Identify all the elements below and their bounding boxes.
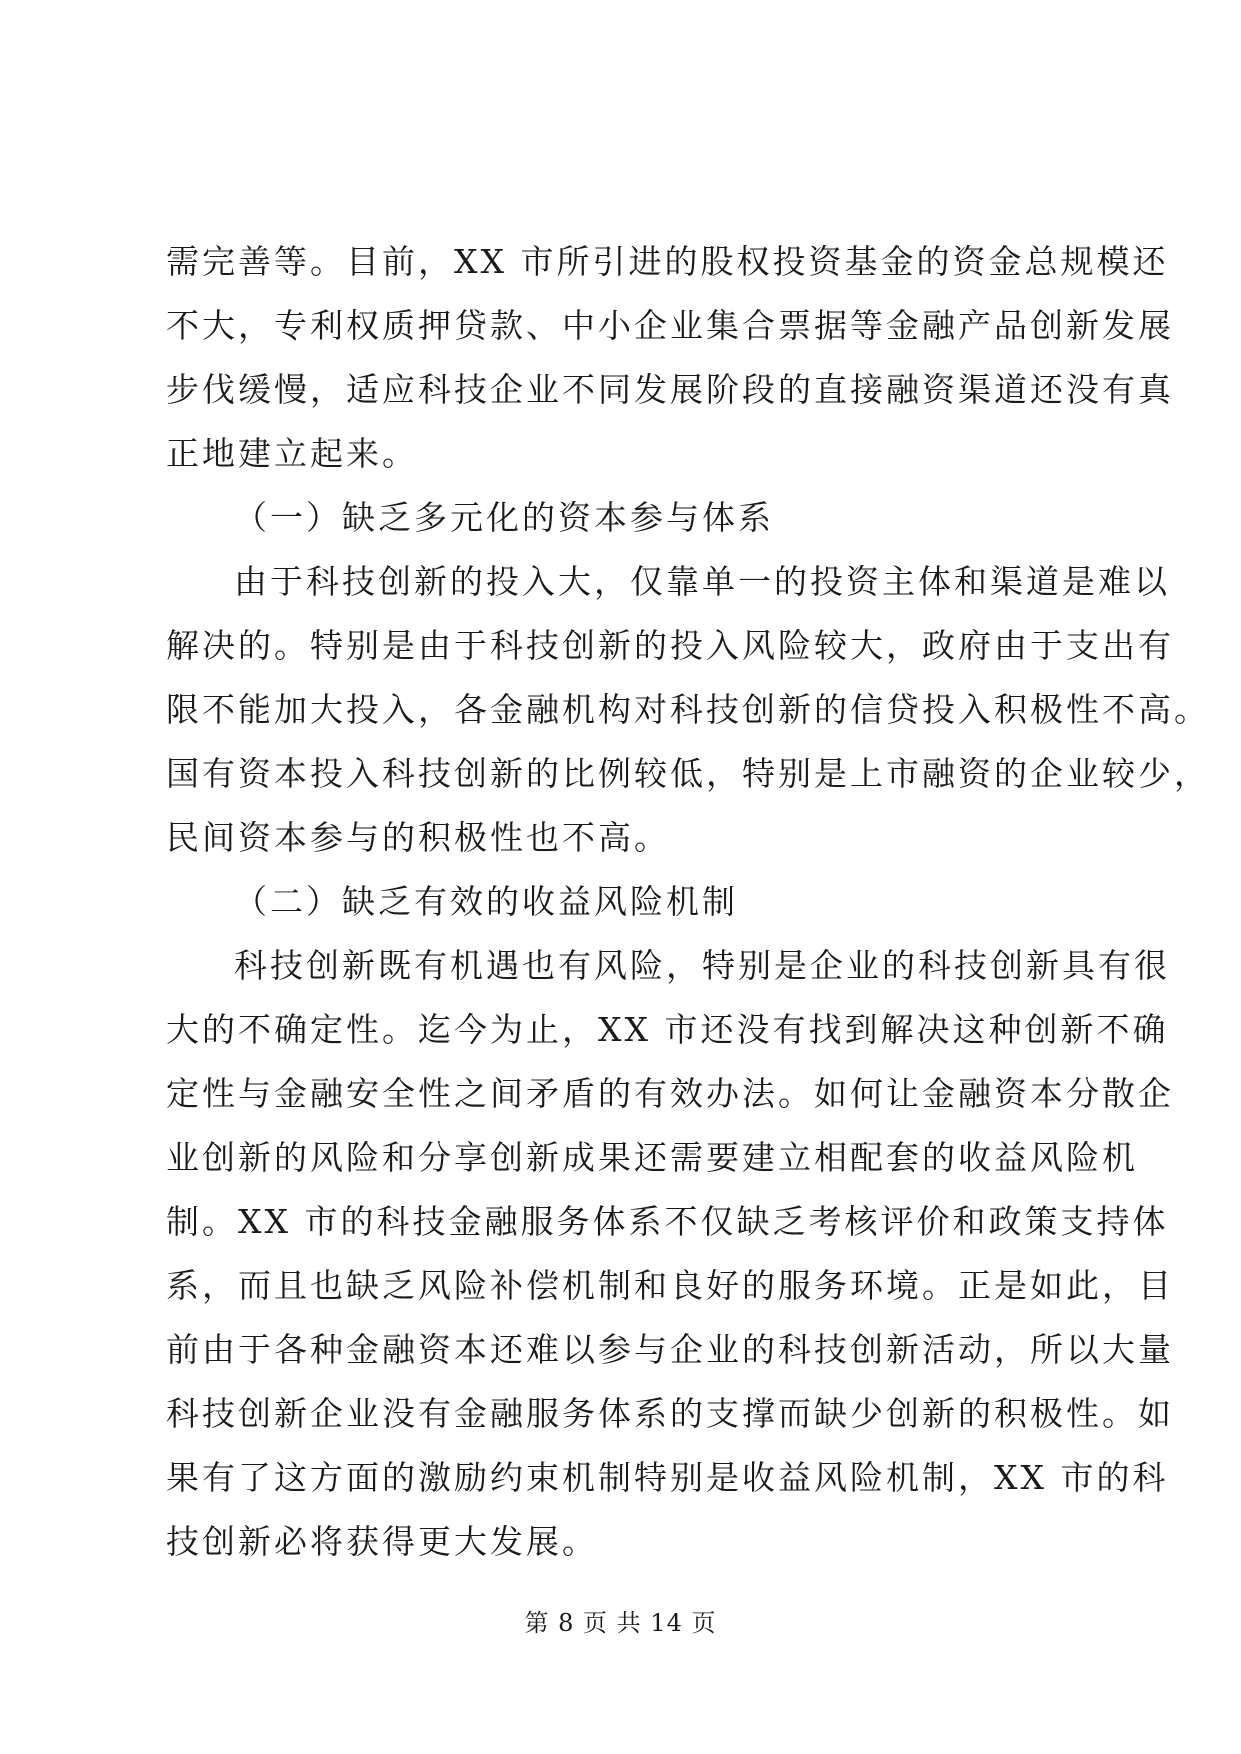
text-line: 限不能加大投入，各金融机构对科技创新的信贷投入积极性不高。 bbox=[166, 690, 1210, 729]
text-line: 民间资本参与的积极性也不高。 bbox=[166, 818, 670, 857]
text-line: 果有了这方面的激励约束机制特别是收益风险机制，XX 市的科 bbox=[166, 1458, 1169, 1497]
text-line: 由于科技创新的投入大，仅靠单一的投资主体和渠道是难以 bbox=[234, 562, 1170, 601]
text-line: 国有资本投入科技创新的比例较低，特别是上市融资的企业较少， bbox=[166, 754, 1210, 793]
text-line: 技创新必将获得更大发展。 bbox=[166, 1522, 598, 1561]
page-number-footer: 第 8 页 共 14 页 bbox=[524, 1609, 717, 1637]
text-line: 业创新的风险和分享创新成果还需要建立相配套的收益风险机 bbox=[166, 1138, 1138, 1177]
text-line: 系，而且也缺乏风险补偿机制和良好的服务环境。正是如此，目 bbox=[166, 1266, 1174, 1305]
text-line: 正地建立起来。 bbox=[166, 434, 418, 473]
text-line: 需完善等。目前，XX 市所引进的股权投资基金的资金总规模还 bbox=[166, 242, 1169, 281]
text-line: 大的不确定性。迄今为止，XX 市还没有找到解决这种创新不确 bbox=[166, 1010, 1169, 1049]
text-line: 定性与金融安全性之间矛盾的有效办法。如何让金融资本分散企 bbox=[166, 1074, 1174, 1113]
body-text bbox=[166, 230, 1210, 1574]
text-line: 前由于各种金融资本还难以参与企业的科技创新活动，所以大量 bbox=[166, 1330, 1174, 1369]
text-line: 不大，专利权质押贷款、中小企业集合票据等金融产品创新发展 bbox=[166, 306, 1174, 345]
text-line: 步伐缓慢，适应科技企业不同发展阶段的直接融资渠道还没有真 bbox=[166, 370, 1174, 409]
section-heading-1: （一）缺乏多元化的资本参与体系 bbox=[234, 498, 774, 537]
text-line: 科技创新既有机遇也有风险，特别是企业的科技创新具有很 bbox=[234, 946, 1170, 985]
text-line: 制。XX 市的科技金融服务体系不仅缺乏考核评价和政策支持体 bbox=[166, 1202, 1169, 1241]
section-heading-2: （二）缺乏有效的收益风险机制 bbox=[234, 882, 738, 921]
text-line: 解决的。特别是由于科技创新的投入风险较大，政府由于支出有 bbox=[166, 626, 1174, 665]
text-line: 科技创新企业没有金融服务体系的支撑而缺少创新的积极性。如 bbox=[166, 1394, 1174, 1433]
